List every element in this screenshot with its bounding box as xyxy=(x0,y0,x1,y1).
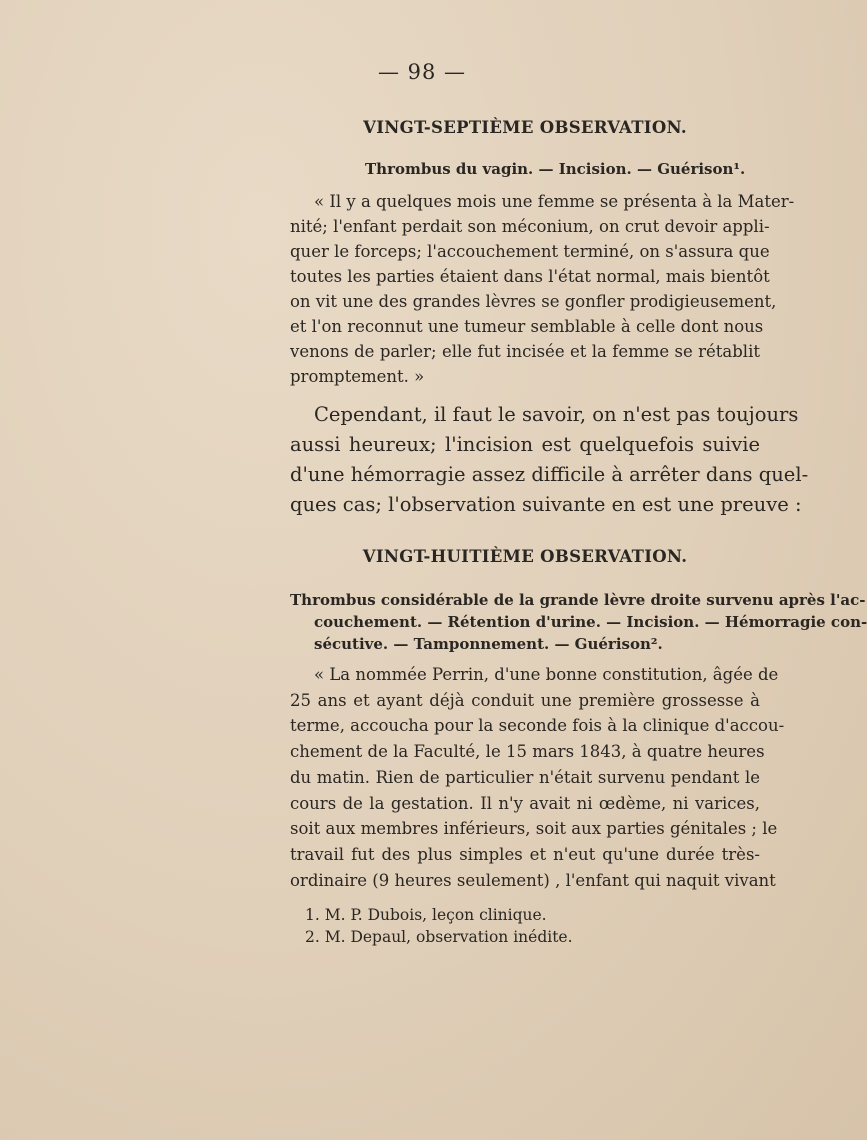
subtitle-line: sécutive. — Tamponnement. — Guérison². xyxy=(314,635,663,653)
text-line: travail fut des plus simples et n'eut qu'une durée très- xyxy=(290,844,760,864)
text-line: Cependant, il faut le savoir, on n'est pas toujours xyxy=(314,403,799,426)
text-line: cours de la gestation. Il n'y avait ni œdème, ni varices, xyxy=(290,793,760,813)
text-line: du matin. Rien de particulier n'était survenu pendant le xyxy=(290,767,760,787)
text-line: quer le forceps; l'accouchement terminé, on s'assura que xyxy=(290,242,770,261)
text-line: d'une hémorragie assez difficile à arrêter dans quel- xyxy=(290,463,809,486)
text-line: soit aux membres inférieurs, soit aux parties génitales ; le xyxy=(290,819,778,839)
text-line: et l'on reconnut une tumeur semblable à celle dont nous xyxy=(290,317,764,336)
observation-27-subtitle: Thrombus du vagin. — Incision. — Guérison¹. xyxy=(365,160,746,178)
observation-28-paragraph xyxy=(290,662,785,893)
subtitle-line: Thrombus considérable de la grande lèvre droite survenu après l'ac- xyxy=(290,591,866,609)
text-line: « La nommée Perrin, d'une bonne constitution, âgée de xyxy=(314,665,779,684)
footnote-2: 2. M. Depaul, observation inédite. xyxy=(305,928,573,946)
text-line: nité; l'enfant perdait son méconium, on crut devoir appli- xyxy=(290,217,770,236)
commentary-paragraph xyxy=(290,400,809,520)
text-line: « Il y a quelques mois une femme se présenta à la Mater- xyxy=(314,192,795,211)
text-line: promptement. » xyxy=(290,367,425,386)
footnotes xyxy=(305,904,573,948)
text-line: venons de parler; elle fut incisée et la femme se rétablit xyxy=(290,342,760,361)
observation-27-heading: VINGT-SEPTIÈME OBSERVATION. xyxy=(363,118,687,137)
text-line: aussi heureux; l'incision est quelquefois suivie xyxy=(290,433,760,456)
text-line: ques cas; l'observation suivante en est une preuve : xyxy=(290,493,802,516)
page-number: — 98 — xyxy=(377,60,467,84)
observation-28-subtitle xyxy=(290,589,867,655)
text-line: ordinaire (9 heures seulement) , l'enfant qui naquit vivant xyxy=(290,870,776,890)
observation-28-heading: VINGT-HUITIÈME OBSERVATION. xyxy=(362,547,688,566)
text-line: on vit une des grandes lèvres se gonfler prodigieusement, xyxy=(290,292,777,311)
observation-27-paragraph xyxy=(290,189,795,389)
footnote-1: 1. M. P. Dubois, leçon clinique. xyxy=(305,906,547,924)
text-line: chement de la Faculté, le 15 mars 1843, à quatre heures xyxy=(290,742,765,762)
text-line: 25 ans et ayant déjà conduit une première grossesse à xyxy=(290,690,760,710)
text-line: terme, accoucha pour la seconde fois à la clinique d'accou- xyxy=(290,716,785,736)
subtitle-line: couchement. — Rétention d'urine. — Incision. — Hémorragie con- xyxy=(314,613,867,631)
text-line: toutes les parties étaient dans l'état normal, mais bientôt xyxy=(290,267,770,286)
